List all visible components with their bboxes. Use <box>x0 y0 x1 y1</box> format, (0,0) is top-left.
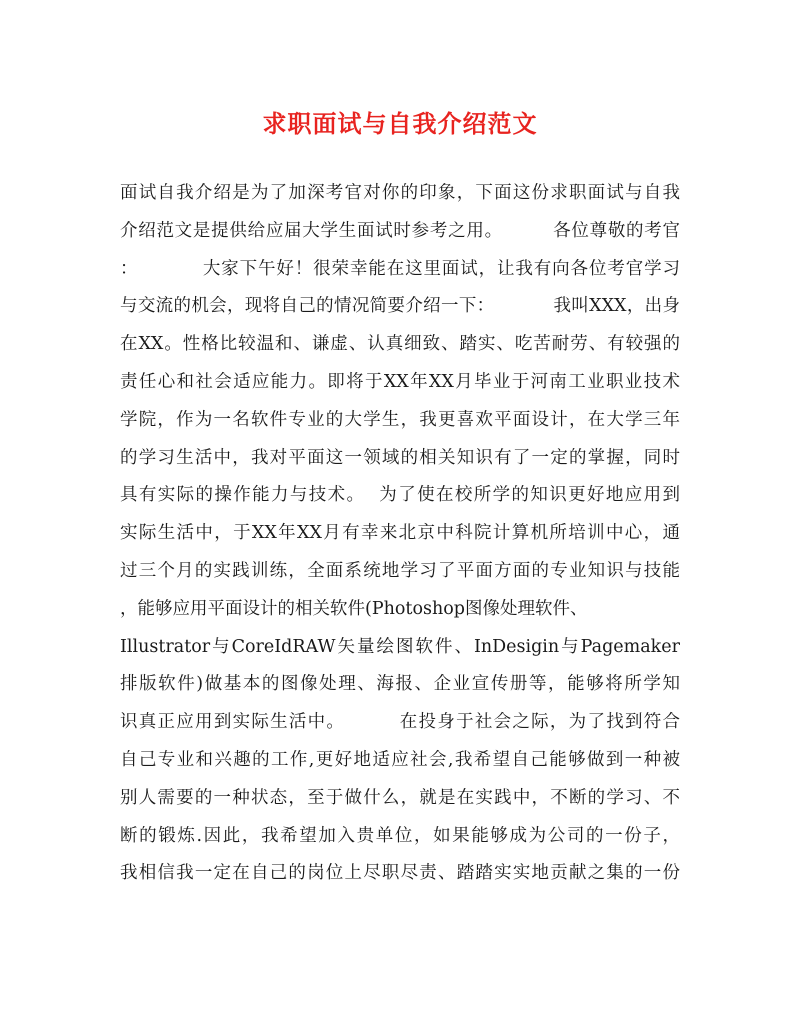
body-line: 学院，作为一名软件专业的大学生，我更喜欢平面设计，在大学三年 <box>120 409 680 430</box>
body-line: 识真正应用到实际生活中。 在投身于社会之际，为了找到符合 <box>120 712 680 733</box>
body-line: 责任心和社会适应能力。即将于XX年XX月毕业于河南工业职业技术 <box>120 371 680 392</box>
body-line: ，能够应用平面设计的相关软件(Photoshop图像处理软件、 <box>120 598 588 619</box>
body-line: 排版软件)做基本的图像处理、海报、企业宣传册等，能够将所学知 <box>120 674 680 695</box>
body-line: 实际生活中，于XX年XX月有幸来北京中科院计算机所培训中心，通 <box>120 523 680 544</box>
body-line: Illustrator与CoreIdRAW矢量绘图软件、InDesigin与Pagemaker <box>120 636 680 657</box>
body-line: 在XX。性格比较温和、谦虚、认真细致、踏实、吃苦耐劳、有较强的 <box>120 334 680 355</box>
body-line: 与交流的机会，现将自己的情况简要介绍一下： 我叫XXX，出身 <box>120 296 680 317</box>
body-line: 面试自我介绍是为了加深考官对你的印象，下面这份求职面试与自我 <box>120 183 680 203</box>
body-line: 具有实际的操作能力与技术。 为了使在校所学的知识更好地应用到 <box>120 485 680 506</box>
body-line: ： 大家下午好！很荣幸能在这里面试，让我有向各位考官学习 <box>120 258 680 279</box>
body-line: 自己专业和兴趣的工作,更好地适应社会,我希望自己能够做到一种被 <box>120 749 680 770</box>
body-line: 别人需要的一种状态，至于做什么，就是在实践中，不断的学习、不 <box>120 787 680 808</box>
document-title: 求职面试与自我介绍范文 <box>262 109 538 138</box>
body-line: 的学习生活中，我对平面这一领域的相关知识有了一定的掌握，同时 <box>120 447 680 468</box>
body-line: 断的锻炼.因此，我希望加入贵单位，如果能够成为公司的一份子， <box>120 825 680 846</box>
body-line: 介绍范文是提供给应届大学生面试时参考之用。 各位尊敬的考官 <box>120 220 680 241</box>
body-line: 我相信我一定在自己的岗位上尽职尽责、踏踏实实地贡献之集的一份 <box>120 863 680 884</box>
document-body <box>120 175 680 893</box>
body-line: 过三个月的实践训练，全面系统地学习了平面方面的专业知识与技能 <box>120 560 680 581</box>
